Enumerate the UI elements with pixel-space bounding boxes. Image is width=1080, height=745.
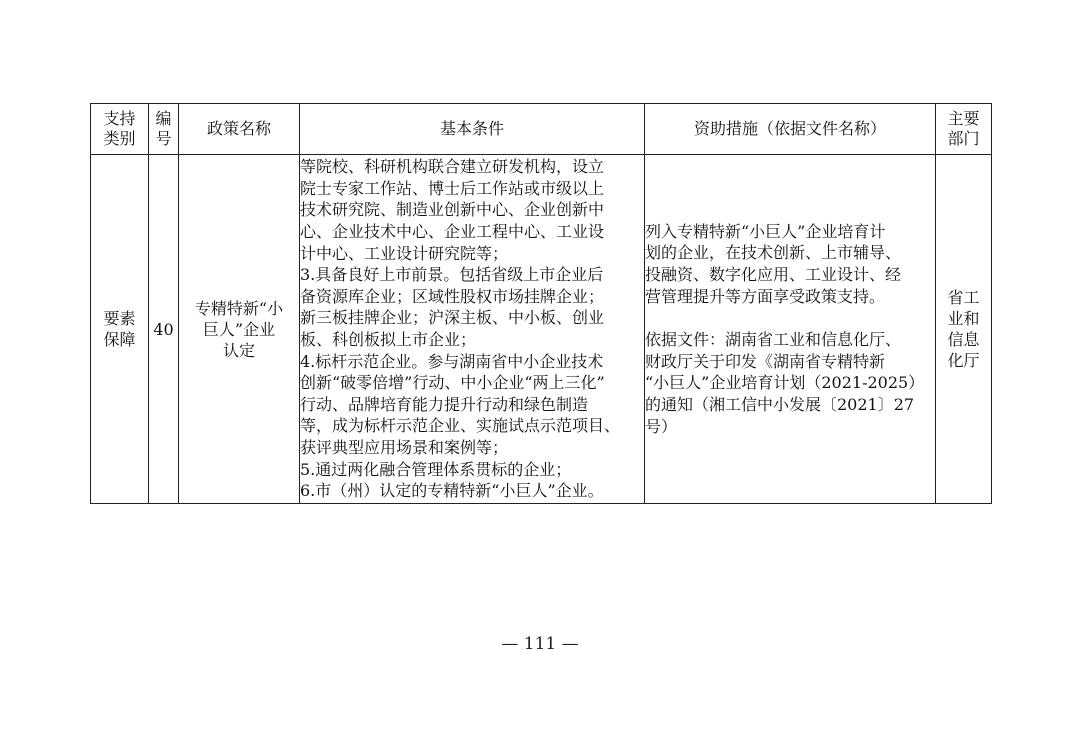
header-main-department: 主要 部门 bbox=[936, 104, 992, 155]
paragraph-gap bbox=[645, 307, 935, 329]
condition-line: 板、科创板拟上市企业； bbox=[300, 330, 477, 349]
cell-support-measures bbox=[645, 155, 936, 504]
cell-number: 40 bbox=[149, 155, 179, 504]
header-support-measures: 资助措施（依据文件名称） bbox=[645, 104, 936, 155]
condition-line: 6.市（州）认定的专精特新“小巨人”企业。 bbox=[300, 481, 604, 501]
condition-line: 等，成为标杆示范企业、实施试点示范项目、 bbox=[300, 416, 621, 436]
condition-line: 计中心、工业设计研究院等； bbox=[300, 243, 509, 263]
condition-line: 获评典型应用场景和案例等； bbox=[300, 437, 509, 457]
measure-line: 列入专精特新“小巨人”企业培育计 bbox=[645, 221, 886, 241]
policy-table bbox=[90, 103, 992, 504]
condition-line: 创新“破零倍增”行动、中小企业“两上三化” bbox=[300, 373, 605, 393]
condition-line: 技术研究院、制造业创新中心、企业创新中 bbox=[300, 200, 605, 220]
condition-line: 4.标杆示范企业。参与湖南省中小企业技术 bbox=[300, 351, 604, 371]
header-policy-name: 政策名称 bbox=[179, 104, 300, 155]
condition-line: 行动、品牌培育能力提升行动和绿色制造 bbox=[300, 394, 589, 414]
condition-line: 等院校、科研机构联合建立研发机构，设立 bbox=[300, 157, 605, 177]
basis-line: 依据文件：湖南省工业和信息化厅、 bbox=[645, 330, 902, 350]
basis-line: 号） bbox=[645, 416, 678, 436]
table-row bbox=[91, 155, 992, 504]
basis-line: 的通知（湘工信中小发展〔2021〕27 bbox=[645, 394, 915, 414]
condition-line: 心、企业技术中心、企业工程中心、工业设 bbox=[300, 222, 605, 242]
page-number: — 111 — bbox=[501, 634, 579, 654]
cell-policy-name: 专精特新“小 巨人”企业 认定 bbox=[179, 155, 300, 504]
header-number: 编 号 bbox=[149, 104, 179, 155]
header-basic-conditions: 基本条件 bbox=[300, 104, 645, 155]
condition-line: 3.具备良好上市前景。包括省级上市企业后 bbox=[300, 265, 604, 285]
condition-line: 院士专家工作站、博士后工作站或市级以上 bbox=[300, 178, 605, 198]
measure-line: 投融资、数字化应用、工业设计、经 bbox=[645, 265, 902, 285]
cell-basic-conditions bbox=[300, 155, 645, 504]
basis-line: “小巨人”企业培育计划（2021-2025） bbox=[645, 373, 925, 393]
basis-line: 财政厅关于印发《湖南省专精特新 bbox=[645, 351, 886, 371]
measure-line: 划的企业，在技术创新、上市辅导、 bbox=[645, 243, 902, 263]
condition-line: 新三板挂牌企业；沪深主板、中小板、创业 bbox=[300, 308, 605, 328]
measure-line: 营管理提升等方面享受政策支持。 bbox=[645, 286, 886, 306]
condition-line: 5.通过两化融合管理体系贯标的企业； bbox=[300, 459, 572, 479]
condition-line: 备资源库企业；区域性股权市场挂牌企业； bbox=[300, 286, 605, 306]
cell-main-department: 省工 业和 信息 化厅 bbox=[936, 155, 992, 504]
cell-support-type: 要素 保障 bbox=[91, 155, 149, 504]
table-header-row bbox=[91, 104, 992, 155]
header-support-type: 支持 类别 bbox=[91, 104, 149, 155]
